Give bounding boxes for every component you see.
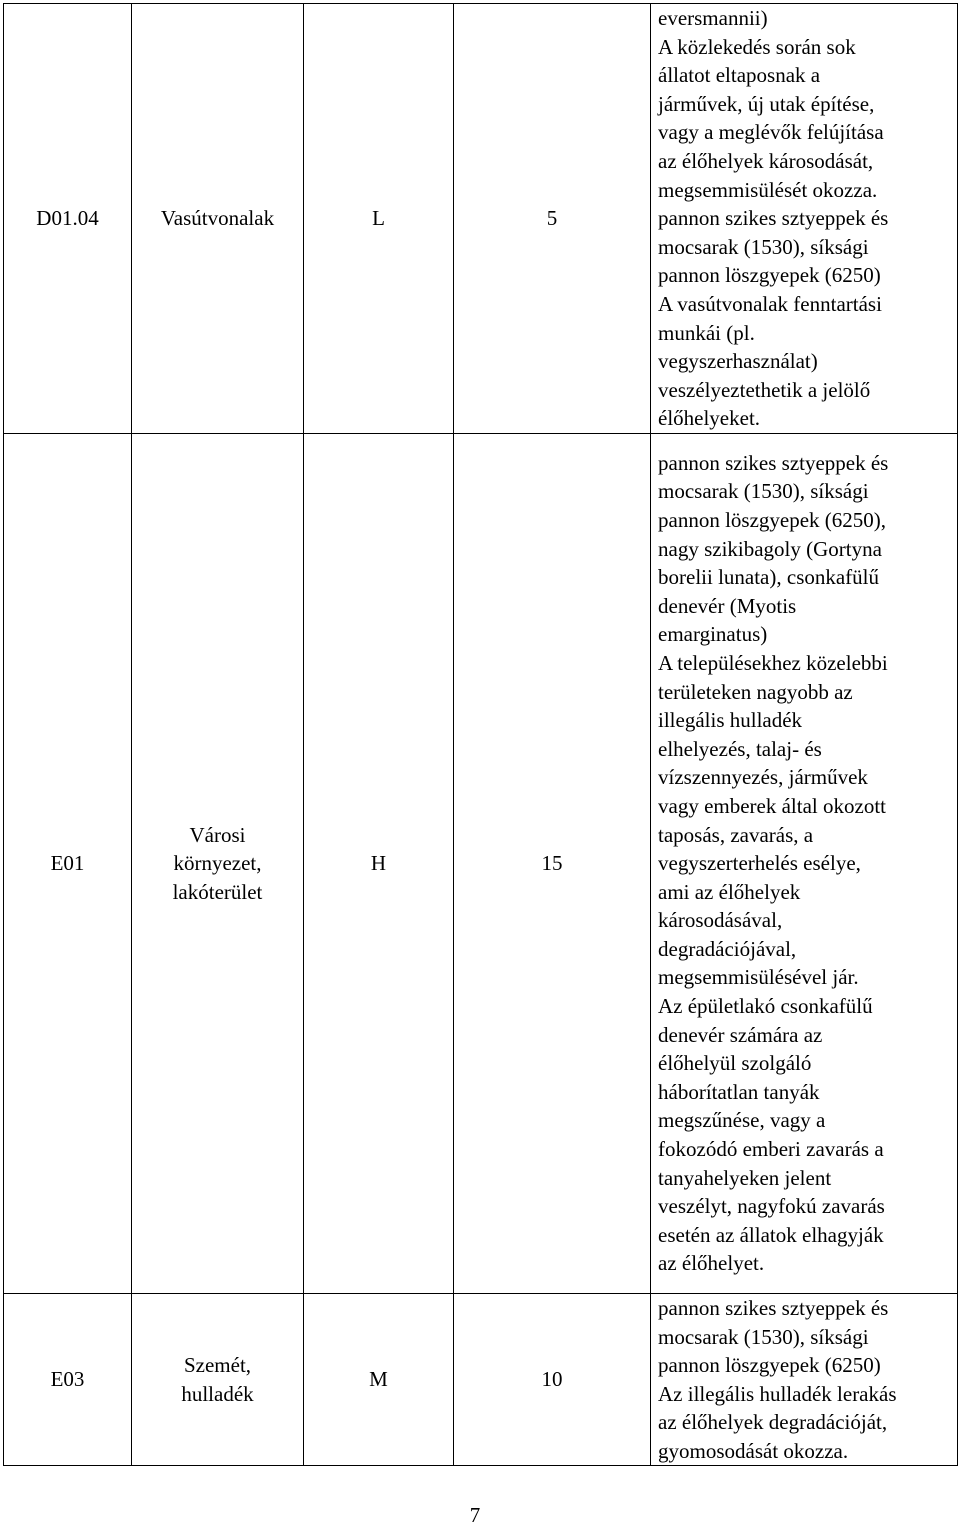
description-cell xyxy=(651,1293,958,1466)
impact-score-cell xyxy=(454,1293,651,1466)
table-row xyxy=(4,4,958,434)
impact-score-cell xyxy=(454,433,651,1293)
text-line: megsemmisülésével jár. xyxy=(658,965,859,990)
text-line: denevér számára az xyxy=(658,1022,823,1047)
text-line: pannon löszgyepek (6250), xyxy=(658,507,887,532)
text-line: degradációjával, xyxy=(658,936,797,961)
threat-code-cell xyxy=(4,433,132,1293)
text-line: gyomosodását okozza. xyxy=(658,1438,849,1463)
text-line: borelii lunata), csonkafülű xyxy=(658,565,880,590)
impact-level: M xyxy=(369,1367,388,1392)
impact-score: 5 xyxy=(546,206,558,231)
text-line: A közlekedés során sok xyxy=(658,34,856,59)
text-line: az élőhelyet. xyxy=(658,1251,765,1276)
impact-level-cell xyxy=(304,1293,454,1466)
text-line: lakóterület xyxy=(172,879,263,904)
impact-score-cell xyxy=(454,4,651,434)
text-line: az élőhelyek degradációját, xyxy=(658,1410,888,1435)
threat-code-cell xyxy=(4,1293,132,1466)
text-line: mocsarak (1530), síksági xyxy=(658,234,869,259)
threat-code: E01 xyxy=(50,851,85,876)
text-line: veszélyeztethetik a jelölő xyxy=(658,377,871,402)
text-line: pannon löszgyepek (6250) xyxy=(658,1353,881,1378)
text-line: megsemmisülését okozza. xyxy=(658,177,878,202)
threat-code-cell xyxy=(4,4,132,434)
text-line: vegyszerhasználat) xyxy=(658,349,818,374)
text-line: járművek, új utak építése, xyxy=(658,91,875,116)
text-line: károsodásával, xyxy=(658,908,783,933)
text-line: A településekhez közelebbi xyxy=(658,650,888,675)
text-line: vegyszerterhelés esélye, xyxy=(658,851,861,876)
impact-level: L xyxy=(372,206,385,231)
table-row xyxy=(4,1293,958,1466)
text-line: esetén az állatok elhagyják xyxy=(658,1222,884,1247)
threat-name-cell xyxy=(132,4,304,434)
text-line: fokozódó emberi zavarás a xyxy=(658,1137,884,1162)
text-line: vagy emberek által okozott xyxy=(658,793,886,818)
text-line: megszűnése, vagy a xyxy=(658,1108,826,1133)
description-cell xyxy=(651,4,958,434)
text-line: Az illegális hulladék lerakás xyxy=(658,1381,897,1406)
text-line: vagy a meglévők felújítása xyxy=(658,120,884,145)
impact-score: 10 xyxy=(541,1367,563,1392)
text-line: állatot eltaposnak a xyxy=(658,63,821,88)
impact-score: 15 xyxy=(541,851,563,876)
text-line: területeken nagyobb az xyxy=(658,679,853,704)
text-line: ami az élőhelyek xyxy=(658,879,801,904)
text-line: tanyahelyeken jelent xyxy=(658,1165,832,1190)
text-line: denevér (Myotis xyxy=(658,593,797,618)
threat-name-cell xyxy=(132,1293,304,1466)
text-line: elhelyezés, talaj- és xyxy=(658,736,822,761)
text-line: pannon szikes sztyeppek és xyxy=(658,450,889,475)
text-line: taposás, zavarás, a xyxy=(658,822,814,847)
text-line: pannon szikes sztyeppek és xyxy=(658,206,889,231)
text-line: A vasútvonalak fenntartási xyxy=(658,291,882,316)
description-cell xyxy=(651,433,958,1293)
text-line: eversmannii) xyxy=(658,6,768,30)
text-line: mocsarak (1530), síksági xyxy=(658,1324,869,1349)
table-row xyxy=(4,433,958,1293)
text-line: élőhelyeket. xyxy=(658,406,761,431)
text-line: környezet, xyxy=(173,851,262,876)
text-line: háborítatlan tanyák xyxy=(658,1079,820,1104)
text-line: veszélyt, nagyfokú zavarás xyxy=(658,1194,885,1219)
text-line: Szemét, xyxy=(183,1353,252,1378)
text-line: élőhelyül szolgáló xyxy=(658,1051,812,1076)
page-number: 7 xyxy=(469,1503,481,1527)
impact-level-cell xyxy=(304,4,454,434)
threat-table xyxy=(3,3,958,1466)
text-line: az élőhelyek károsodását, xyxy=(658,148,874,173)
threat-code: E03 xyxy=(50,1367,85,1392)
text-line: Városi xyxy=(189,822,246,847)
impact-level: H xyxy=(370,851,387,876)
impact-level-cell xyxy=(304,433,454,1293)
text-line: vízszennyezés, járművek xyxy=(658,765,868,790)
text-line: hulladék xyxy=(181,1381,254,1406)
threat-code: D01.04 xyxy=(36,206,99,231)
text-line: Az épületlakó csonkafülű xyxy=(658,994,873,1019)
text-line: mocsarak (1530), síksági xyxy=(658,479,869,504)
text-line: Vasútvonalak xyxy=(160,206,275,231)
text-line: emarginatus) xyxy=(658,622,768,647)
text-line: pannon szikes sztyeppek és xyxy=(658,1295,889,1320)
text-line: pannon löszgyepek (6250) xyxy=(658,263,881,288)
text-line: munkái (pl. xyxy=(658,320,755,345)
text-line: illegális hulladék xyxy=(658,708,803,733)
threat-name-cell xyxy=(132,433,304,1293)
text-line: nagy szikibagoly (Gortyna xyxy=(658,536,882,561)
